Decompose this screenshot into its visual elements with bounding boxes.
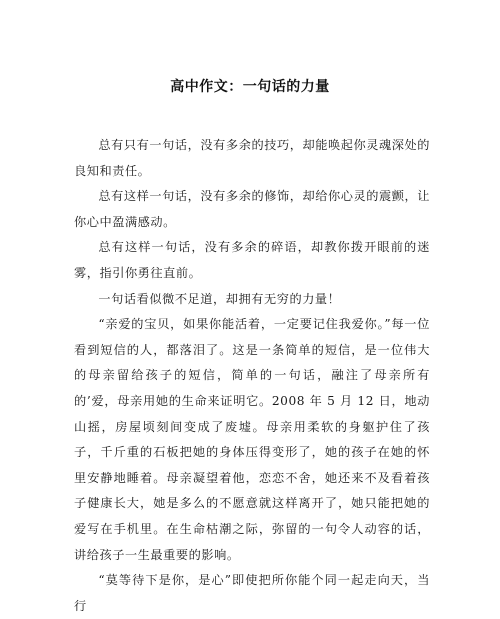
paragraph-6: “莫等待下是你，是心”即使把所你能个同一起走向天，当行: [74, 573, 430, 613]
paragraph-5: “亲爱的宝贝，如果你能活着，一定要记住我爱你。”每一位看到短信的人，都落泪了。这是一条简单的短信，是一位伟大的母亲留给孩子的短信，简单的一句话，融注了母亲所有的’爱，母亲用她的生命来证明它。2008 年 5 月 12 日，地动山摇，房屋顷刻间变成了废墟。母亲用柔软的身躯护住了孩子，千斤重的石板把她的身体压得变形了，她的孩子在她的怀里安静地睡着。母亲凝望着他，恋恋不舍，她还来不及看着孩子健康长大，她是多么的不愿意就这样离开了，她只能把她的爱写在手机里。在生命枯潮之际，弥留的一句令人动容的话，讲给孩子一生最重要的影响。: [74, 317, 430, 562]
document-title: 高中作文：一句话的力量: [170, 79, 330, 95]
paragraph-2: 总有这样一句话，没有多余的修饰，却给你心灵的震颤，让你心中盈满感动。: [74, 189, 430, 229]
document-body: [74, 133, 430, 619]
paragraph-4: 一句话看似微不足道，却拥有无穷的力量！: [98, 291, 341, 306]
paragraph-1: 总有只有一句话，没有多余的技巧，却能唤起你灵魂深处的良知和责任。: [74, 138, 430, 178]
paragraph-3: 总有这样一句话，没有多余的碎语，却教你拨开眼前的迷雾，指引你勇往直前。: [74, 240, 430, 280]
